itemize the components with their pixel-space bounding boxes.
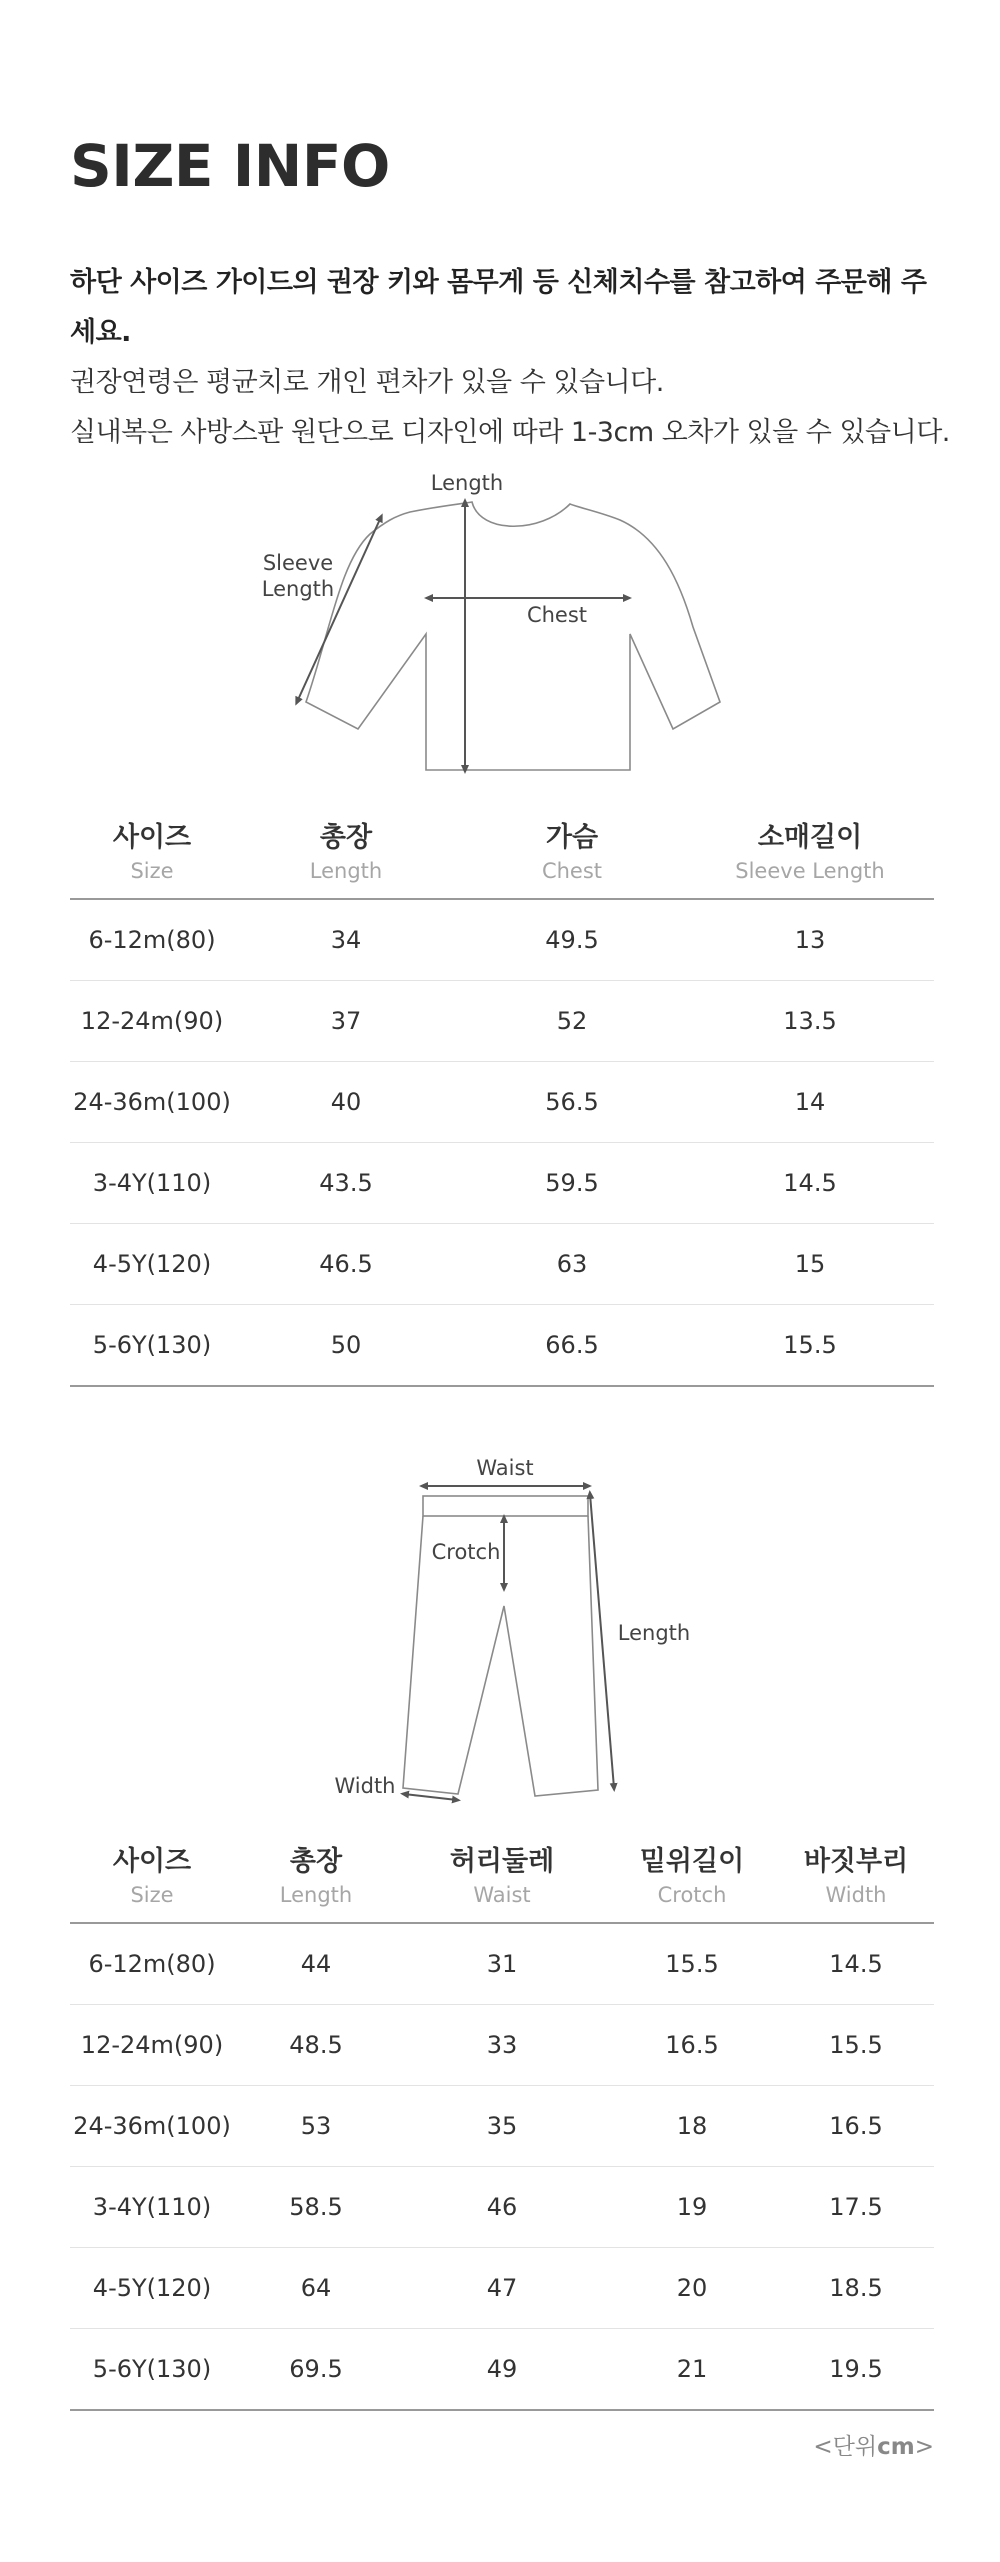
table-cell: 48.5 (234, 2005, 398, 2086)
table-row (70, 1224, 934, 1305)
intro-line-age-note: 권장연령은 평균치로 개인 편차가 있을 수 있습니다. (70, 367, 664, 398)
table-cell: 64 (234, 2248, 398, 2329)
table-row (70, 2167, 934, 2248)
table-cell: 34 (234, 899, 458, 981)
table-cell: 63 (458, 1224, 686, 1305)
page-title: SIZE INFO (70, 132, 390, 200)
intro-line-tolerance-note: 실내복은 사방스판 원단으로 디자인에 따라 1-3cm 오차가 있을 수 있습니다. (70, 417, 950, 448)
top-garment-illustration (250, 462, 750, 782)
table-cell: 47 (398, 2248, 606, 2329)
table-cell: 14 (686, 1062, 934, 1143)
table-cell: 31 (398, 1923, 606, 2005)
pants-diagram (320, 1458, 700, 1818)
pants-waist-label: Waist (476, 1458, 534, 1480)
table-cell: 20 (606, 2248, 778, 2329)
table-row (70, 2329, 934, 2411)
table-cell: 12-24m(90) (70, 2005, 234, 2086)
table-header-row (70, 1832, 934, 1923)
top-diagram (250, 462, 750, 782)
top-sleeve-label-line1: Sleeve (262, 551, 334, 575)
table-cell: 15.5 (686, 1305, 934, 1387)
intro-line-order-guide: 하단 사이즈 가이드의 권장 키와 몸무게 등 신체치수를 참고하여 주문해 주세요. (70, 267, 927, 348)
unit-prefix: <단위 (813, 2434, 878, 2460)
pants-width-arrow (404, 1794, 457, 1800)
bottom-size-table (70, 1832, 934, 2411)
table-cell: 24-36m(100) (70, 2086, 234, 2167)
table-cell: 16.5 (606, 2005, 778, 2086)
table-cell: 13.5 (686, 981, 934, 1062)
table-cell: 44 (234, 1923, 398, 2005)
table-cell: 21 (606, 2329, 778, 2411)
table-cell: 14.5 (778, 1923, 934, 2005)
table-cell: 3-4Y(110) (70, 2167, 234, 2248)
bottom-header-length: 총장 Length (279, 1846, 353, 1907)
table-cell: 3-4Y(110) (70, 1143, 234, 1224)
table-cell: 69.5 (234, 2329, 398, 2411)
table-cell: 19.5 (778, 2329, 934, 2411)
top-sleeve-arrow (297, 517, 381, 702)
table-cell: 35 (398, 2086, 606, 2167)
table-cell: 43.5 (234, 1143, 458, 1224)
bottom-header-width: 바짓부리 Width (803, 1846, 909, 1907)
table-cell: 4-5Y(120) (70, 2248, 234, 2329)
bottom-header-crotch: 밑위길이 Crotch (639, 1846, 745, 1907)
table-row (70, 981, 934, 1062)
table-cell: 15.5 (778, 2005, 934, 2086)
table-cell: 18.5 (778, 2248, 934, 2329)
table-cell: 49.5 (458, 899, 686, 981)
table-header-row (70, 808, 934, 899)
top-header-length: 총장 Length (309, 822, 383, 883)
table-cell: 53 (234, 2086, 398, 2167)
table-cell: 13 (686, 899, 934, 981)
table-row (70, 1143, 934, 1224)
table-cell: 59.5 (458, 1143, 686, 1224)
table-cell: 4-5Y(120) (70, 1224, 234, 1305)
table-cell: 17.5 (778, 2167, 934, 2248)
table-cell: 40 (234, 1062, 458, 1143)
table-row (70, 2248, 934, 2329)
table-cell: 49 (398, 2329, 606, 2411)
table-cell: 12-24m(90) (70, 981, 234, 1062)
top-length-label: Length (430, 471, 504, 495)
table-cell: 6-12m(80) (70, 1923, 234, 2005)
pants-width-label: Width (334, 1774, 396, 1798)
table-cell: 16.5 (778, 2086, 934, 2167)
table-cell: 58.5 (234, 2167, 398, 2248)
table-cell: 18 (606, 2086, 778, 2167)
table-row (70, 2005, 934, 2086)
table-row (70, 899, 934, 981)
table-cell: 19 (606, 2167, 778, 2248)
pants-illustration (320, 1458, 700, 1818)
unit-note (813, 2428, 934, 2461)
table-cell: 6-12m(80) (70, 899, 234, 981)
table-cell: 37 (234, 981, 458, 1062)
table-row (70, 1062, 934, 1143)
pants-length-arrow (590, 1494, 614, 1788)
unit-suffix: > (914, 2434, 934, 2460)
top-size-table (70, 808, 934, 1387)
table-cell: 5-6Y(130) (70, 2329, 234, 2411)
top-sleeve-label-line2: Length (261, 577, 335, 601)
top-header-chest: 가슴 Chest (541, 822, 603, 883)
table-cell: 15.5 (606, 1923, 778, 2005)
table-cell: 15 (686, 1224, 934, 1305)
table-cell: 52 (458, 981, 686, 1062)
table-cell: 56.5 (458, 1062, 686, 1143)
table-cell: 46.5 (234, 1224, 458, 1305)
table-cell: 33 (398, 2005, 606, 2086)
table-row (70, 1923, 934, 2005)
top-chest-label: Chest (526, 603, 588, 627)
top-garment-outline (306, 502, 720, 770)
pants-crotch-label: Crotch (431, 1540, 501, 1564)
table-row (70, 1305, 934, 1387)
table-cell: 50 (234, 1305, 458, 1387)
bottom-header-waist: 허리둘레 Waist (449, 1846, 555, 1907)
table-cell: 14.5 (686, 1143, 934, 1224)
bottom-header-size: 사이즈 Size (112, 1846, 192, 1907)
table-row (70, 2086, 934, 2167)
table-cell: 46 (398, 2167, 606, 2248)
unit-value: cm (877, 2434, 915, 2460)
pants-waistband (423, 1496, 588, 1516)
pants-length-label: Length (617, 1621, 691, 1645)
top-header-size: 사이즈 Size (112, 822, 192, 883)
intro-notes (70, 258, 950, 458)
table-cell: 66.5 (458, 1305, 686, 1387)
table-cell: 24-36m(100) (70, 1062, 234, 1143)
top-header-sleeve-length: 소매길이 Sleeve Length (735, 822, 885, 883)
table-cell: 5-6Y(130) (70, 1305, 234, 1387)
